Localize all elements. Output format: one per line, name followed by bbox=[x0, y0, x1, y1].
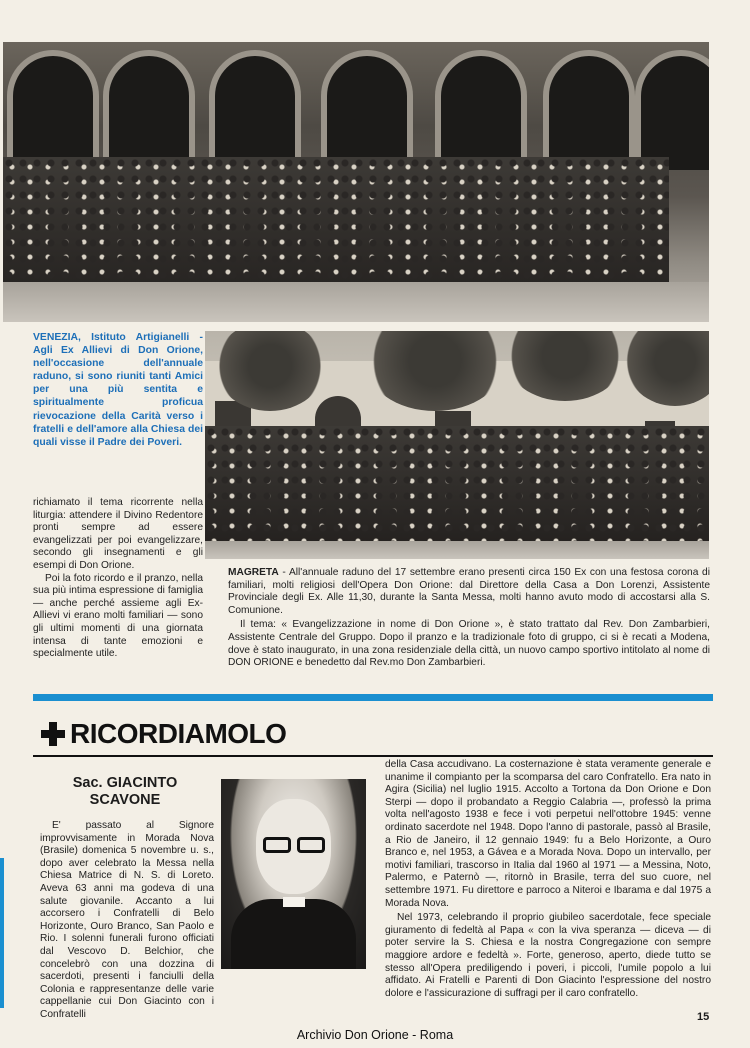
section-title: RICORDIAMOLO bbox=[70, 718, 287, 749]
obituary-name bbox=[40, 775, 210, 809]
section-divider-blue bbox=[33, 694, 713, 701]
magreta-text bbox=[228, 567, 710, 670]
section-divider-black bbox=[33, 755, 713, 757]
venezia-text bbox=[33, 497, 203, 661]
obituary-left-text bbox=[40, 820, 214, 1022]
edge-mark bbox=[0, 858, 4, 1008]
magreta-group-photo bbox=[205, 331, 709, 559]
obituary-name-line-1: Sac. GIACINTO bbox=[72, 775, 178, 791]
magreta-lead: MAGRETA bbox=[228, 567, 279, 578]
venezia-paragraph-2: Poi la foto ricordo e il pranzo, nella sua più intima espressione di famiglia — anche perché assieme agli Ex-Allievi vi erano molti familiari — sono gli ultimi momenti di una giornata intensa di tante emozioni e specialmente utile. bbox=[33, 572, 203, 660]
archive-footer: Archivio Don Orione - Roma bbox=[296, 1028, 454, 1042]
obituary-name-line-2: SCAVONE bbox=[89, 792, 161, 808]
obituary-right-paragraph-1: della Casa accudivano. La costernazione è stata veramente generale e unanime il compianto per la scomparsa del caro Confratello. Era nato in Agira (Sicilia) nel luglio 1915. Accolto a Tortona da Don Orione e Don Sterpi — dopo il probandato a Reggio Calabria —, professò la prima volta nell'agosto 1938 e fece i voti perpetui nell'ottobre 1945: venne ordinato sacerdote nel 1948. Dopo l'anno di pastorale, passò al Brasile, a Rio de Janeiro, il 12 gennaio 1949: fu a Belo Horizonte, a Ouro Branco e, nel 1953, a Gávea e a Morada Nova. Dopo un intervallo, per motivi familiari, trascorso in Italia dal 1960 al 1971 — a Messina, Noto, Palermo, e Paternò —, ritornò in Brasile, terra del suo cuore, nel settembre 1971. Fu direttore e parroco a Niteroi e Ibarama e dal 1975 a Morada Nova. bbox=[385, 759, 711, 909]
page-number: 15 bbox=[697, 1011, 710, 1023]
obituary-left-paragraph: E' passato al Signore improvvisamente in Morada Nova (Brasile) domenica 5 novembre u. s., dopo aver celebrato la Messa nella Chiesa Matrice di N. S. di Loreto. Aveva 63 anni ma godeva di una salute giovanile. Accanto a lui accorsero i Confratelli di Belo Horizonte, Ouro Branco, San Paolo e Rio. I solenni funerali furono officiati dal Vescovo D. Belchior, che concelebrò con una dozzina di sacerdoti, presenti i fanciulli della Colonia e rappresentanze delle varie cappellanie cui Don Giacinto con i Confratelli bbox=[40, 820, 214, 1020]
section-heading bbox=[40, 718, 286, 750]
magreta-paragraph-1: - All'annuale raduno del 17 settembre erano presenti circa 150 Ex con una festosa corona di familiari, molti religiosi dell'Opera Don Orione: dal Direttore della Casa a Don Lorenzi, Assistente Provinciale degli Ex. Alle 11,30, durante la Santa Messa, molti hanno avuto modo di accostarsi alla S. Comunione. bbox=[228, 567, 710, 616]
obituary-right-text bbox=[385, 759, 711, 1000]
venezia-group-photo bbox=[3, 42, 709, 322]
venezia-caption: VENEZIA, Istituto Artigianelli - Agli Ex Allievi di Don Orione, nell'occasione dell'annuale raduno, si sono riuniti tanti Amici per una più sentita e spiritualmente proficua rievocazione della Carità verso i fratelli e dell'amore alla Chiesa dei quali visse il Padre dei Poveri. bbox=[33, 332, 203, 448]
magreta-paragraph-2: Il tema: « Evangelizzazione in nome di Don Orione », è stato trattato dal Rev. Don Zambarbieri, Assistente Centrale del Gruppo. Dopo il pranzo e la tradizionale foto di gruppo, ci si è recati a Modena, dove è stato inaugurato, in una zona residenziale della città, un nuovo campo sportivo intitolato al nome di DON ORIONE e benedetto dal Rev.mo Don Zambarbieri. bbox=[228, 619, 710, 669]
venezia-paragraph-1: richiamato il tema ricorrente nella liturgia: attendere il Divino Redentore pronti sempre ad essere evangelizzati per poi evangelizzare, secondo gli insegnamenti e gli esempi di Don Orione. bbox=[33, 497, 203, 571]
obituary-right-paragraph-2: Nel 1973, celebrando il proprio giubileo sacerdotale, fece speciale giuramento di fedeltà al Papa « con la viva speranza — diceva — di poter servire la S. Chiesa e la nostra Congregazione con sempre maggiore ardore e fedeltà ». Forte, generoso, aperto, diede tutto se stesso all'Opera prediligendo i poveri, i piccoli, l'umile popolo a lui affidato. Ai Fratelli e Parenti di Don Giacinto l'espressione del nostro dolore e l'assicurazione di suffragi per il caro confratello. bbox=[385, 912, 711, 999]
obituary-portrait bbox=[221, 779, 366, 969]
cross-icon bbox=[40, 721, 66, 747]
